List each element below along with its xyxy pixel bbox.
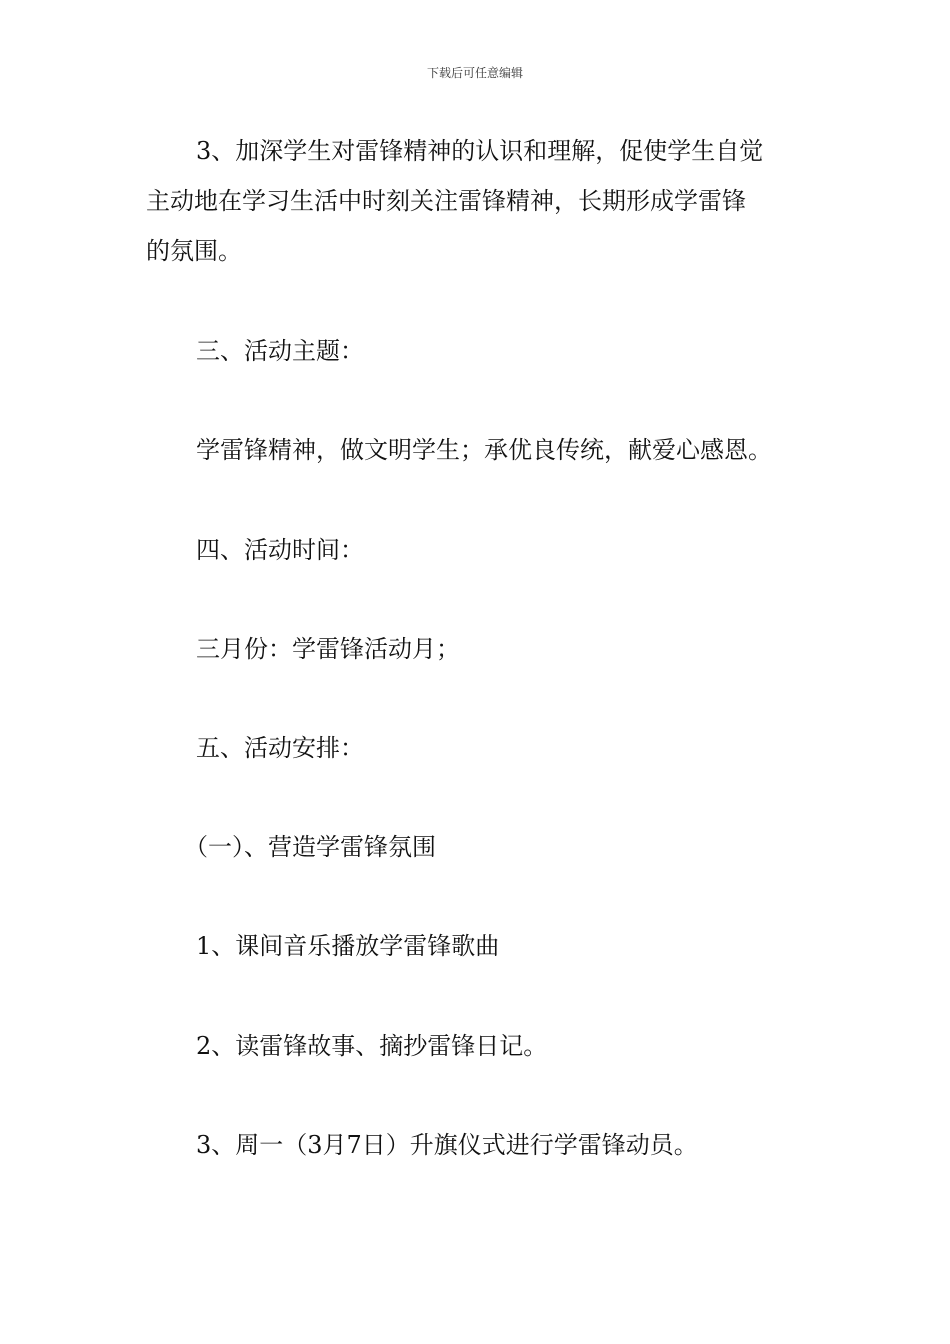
paragraph-goal-3-line-3: 的氛围。 (146, 237, 242, 265)
page-header: 下载后可任意编辑 (426, 66, 523, 80)
section-heading-arrangement: 五、活动安排： (196, 734, 364, 762)
time-text: 三月份：学雷锋活动月； (196, 635, 460, 663)
subsection-heading-atmosphere: （一）、营造学雷锋氛围 (184, 833, 436, 861)
paragraph-goal-3-line-2: 主动地在学习生活中时刻关注雷锋精神，长期形成学雷锋 (146, 187, 746, 215)
list-item-1: 1、课间音乐播放学雷锋歌曲 (196, 932, 500, 960)
list-item-2: 2、读雷锋故事、摘抄雷锋日记。 (196, 1032, 548, 1060)
list-item-3: 3、周一（3月7日）升旗仪式进行学雷锋动员。 (196, 1131, 698, 1159)
theme-text: 学雷锋精神，做文明学生；承优良传统，献爱心感恩。 (196, 436, 772, 464)
section-heading-time: 四、活动时间： (196, 536, 364, 564)
section-heading-theme: 三、活动主题： (196, 337, 364, 365)
paragraph-goal-3-line-1: 3、加深学生对雷锋精神的认识和理解，促使学生自觉 (196, 137, 764, 165)
